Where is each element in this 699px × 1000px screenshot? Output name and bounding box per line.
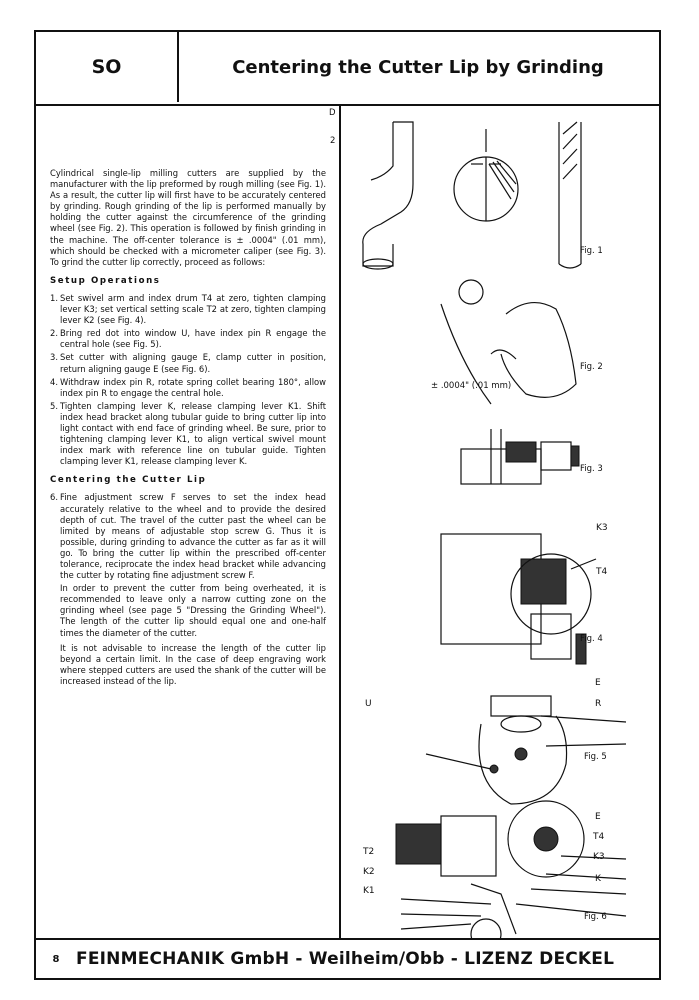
list-item: 2. Bring red dot into window U, have index pin R engage the central hole (see Fig. 5). — [50, 328, 326, 350]
callout-t2: T2 — [363, 847, 375, 857]
text-column — [50, 168, 326, 691]
callout-e2: E — [595, 812, 601, 822]
callout-k: K — [595, 874, 601, 884]
callout-u: U — [365, 699, 372, 709]
fig4-drawing — [441, 534, 596, 664]
page-frame — [34, 30, 661, 980]
intro-paragraph: Cylindrical single-lip milling cutters are supplied by the manufacturer with the lip preformed by rough milling (see Fig. 1). As a result, the cutter lip will first have to be accurately centered by grinding. Rough grinding of the lip is performed manually by holding the cutter against the circumference of the grinding wheel (see Fig. 2). This operation is followed by finish grinding in the machine. The off-center tolerance is ± .0004" (.01 mm), which should be checked with a micrometer caliper (see Fig. 3). To grind the cutter lip correctly, proceed as follows: — [50, 168, 326, 267]
callout-r: R — [595, 699, 602, 709]
fig2-label: Fig. 2 — [580, 362, 603, 372]
footer-text: FEINMECHANIK GmbH - Weilheim/Obb - LIZENZ DECKEL — [76, 949, 615, 969]
fig1-dim-d: D — [329, 108, 336, 118]
fig1-dim-2: 2 — [330, 136, 336, 146]
list-item: 1. Set swivel arm and index drum T4 at zero, tighten clamping lever K3; set vertical setting scale T2 at zero, tighten clamping lever K2 (see Fig. 4). — [50, 292, 326, 326]
list-item: 4. Withdraw index pin R, rotate spring collet bearing 180°, allow index pin R to engage the central hole. — [50, 376, 326, 398]
callout-e: E — [595, 678, 601, 688]
figure-illustrations — [341, 104, 659, 938]
callout-k2: K2 — [363, 867, 375, 877]
header — [36, 32, 659, 106]
fig1-drawing — [363, 122, 581, 269]
callout-t4-2: T4 — [593, 832, 605, 842]
footer — [36, 940, 659, 978]
page-number: 8 — [52, 953, 60, 965]
fig3-drawing — [461, 429, 579, 484]
callout-k3-2: K3 — [593, 852, 605, 862]
callout-k3: K3 — [596, 523, 608, 533]
paragraph: It is not advisable to increase the length of the cutter lip beyond a certain limit. In the case of deep engraving work where stepped cutters are used the shank of the cutter will be increased instead of the lip. — [60, 642, 326, 686]
page-title: Centering the Cutter Lip by Grinding — [232, 56, 604, 78]
fig1-label: Fig. 1 — [580, 246, 603, 256]
fig4-label: Fig. 4 — [580, 634, 603, 644]
fig5-label: Fig. 5 — [584, 752, 607, 762]
list-item: 5. Tighten clamping lever K, release clamping lever K1. Shift index head bracket along tubular guide to bring cutter lip into light contact with end face of grinding wheel. Be sure, prior to tightening clamping lever K1, to align vertical swivel mount index mark with reference line on tubular guide. Tighten clamping lever K1, release clamping lever K. — [50, 400, 326, 467]
callout-k1: K1 — [363, 886, 375, 896]
list-item: 3. Set cutter with aligning gauge E, clamp cutter in position, return aligning gauge E (see Fig. 6). — [50, 352, 326, 374]
fig5-drawing — [426, 696, 626, 804]
fig6-label: Fig. 6 — [584, 912, 607, 922]
setup-heading: Setup Operations — [50, 275, 161, 286]
fig3-tolerance: ± .0004" (.01 mm) — [431, 381, 512, 391]
list-item: 6. Fine adjustment screw F serves to set the index head accurately relative to the wheel and to provide the desired depth of cut. The travel of the cutter past the wheel can be limited by means of adjustable stop screw G. Thus it is possible, during grinding to advance the cutter as far as it will go. To bring the cutter lip within the prescribed off-center tolerance, reciprocate the index head bracket while advancing the cutter by rotating fine adjustment screw F. — [50, 492, 326, 581]
paragraph: In order to prevent the cutter from being overheated, it is recommended to leave only a narrow cutting zone on the grinding wheel (see page 5 "Dressing the Grinding Wheel"). The length of the cutter lip should equal one and one-half times the diameter of the cutter. — [60, 583, 326, 638]
section-code: SO — [36, 32, 179, 102]
centering-heading: Centering the Cutter Lip — [50, 475, 207, 486]
callout-t4: T4 — [596, 567, 608, 577]
fig3-label: Fig. 3 — [580, 464, 603, 474]
